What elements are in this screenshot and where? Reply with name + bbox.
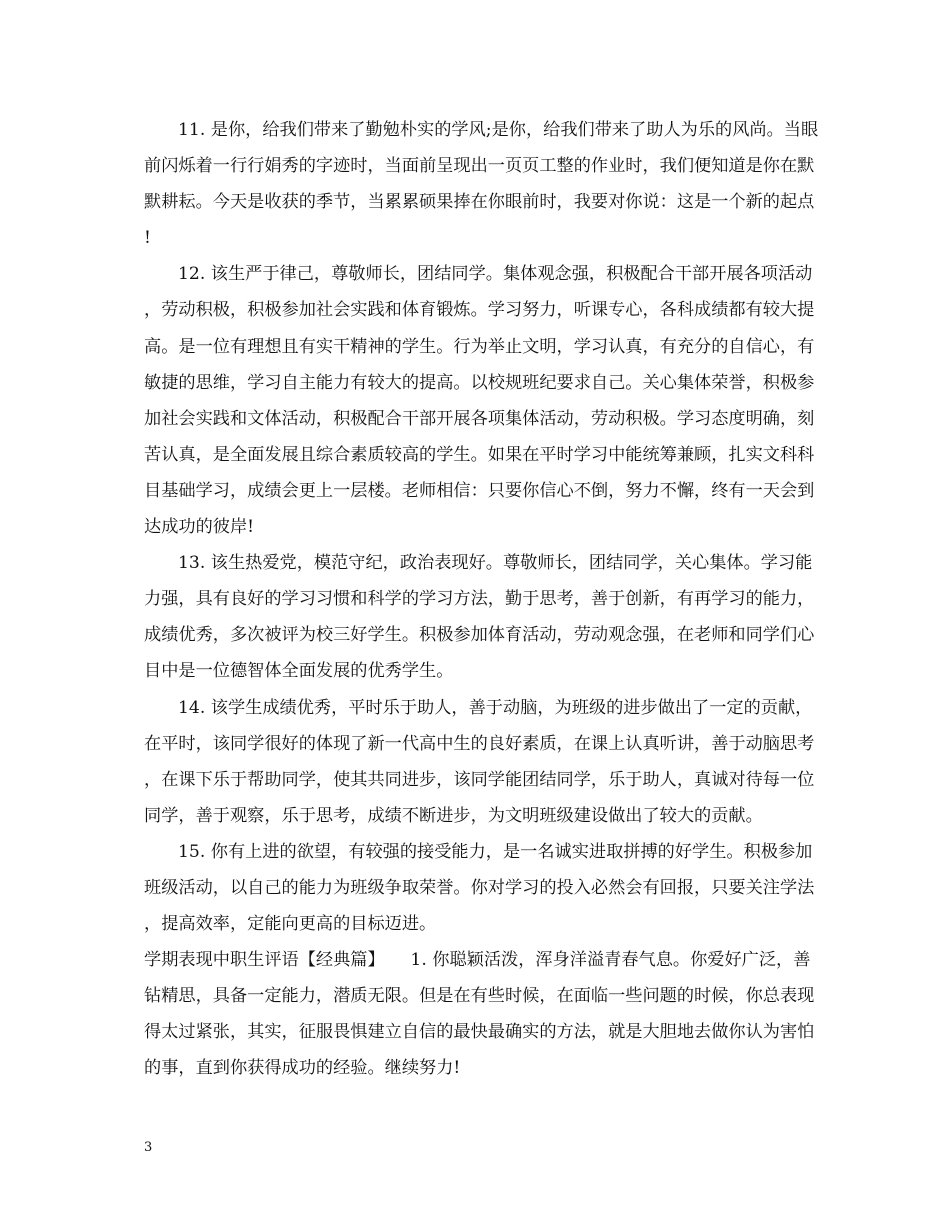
paragraph-15: 15. 你有上进的欲望，有较强的接受能力，是一名诚实进取拼搏的好学生。积极参加班级活动，以自己的能力为班级争取荣誉。你对学习的投入必然会有回报，只要关注学法，提高效率，定能向更高的目标迈进。 (144, 841, 815, 935)
document-body (144, 112, 820, 1087)
page-number: 3 (144, 1140, 153, 1155)
paragraph-14: 14. 该学生成绩优秀，平时乐于助人，善于动脑，为班级的进步做出了一定的贡献，在平时，该同学很好的体现了新一代高中生的良好素质，在课上认真听讲，善于动脑思考，在课下乐于帮助同学，使其共同进步，该同学能团结同学，乐于助人，真诚对待每一位同学，善于观察，乐于思考，成绩不断进步，为文明班级建设做出了较大的贡献。 (144, 697, 815, 826)
paragraph-13: 13. 该生热爱党，模范守纪，政治表现好。尊敬师长，团结同学，关心集体。学习能力强，具有良好的学习习惯和科学的学习方法，勤于思考，善于创新，有再学习的能力，成绩优秀，多次被评为校三好学生。积极参加体育活动，劳动观念强，在老师和同学们心目中是一位德智体全面发展的优秀学生。 (144, 553, 815, 682)
paragraph-12: 12. 该生严于律己，尊敬师长，团结同学。集体观念强，积极配合干部开展各项活动，劳动积极，积极参加社会实践和体育锻炼。学习努力，听课专心，各科成绩都有较大提高。是一位有理想且有实干精神的学生。行为举止文明，学习认真，有充分的自信心，有敏捷的思维，学习自主能力有较大的提高。以校规班纪要求自己。关心集体荣誉，积极参加社会实践和文体活动，积极配合干部开展各项集体活动，劳动积极。学习态度明确，刻苦认真，是全面发展且综合素质较高的学生。如果在平时学习中能统筹兼顾，扎实文科科目基础学习，成绩会更上一层楼。老师相信：只要你信心不倒，努力不懈，终有一天会到达成功的彼岸! (144, 264, 815, 538)
section-heading-paragraph: 学期表现中职生评语【经典篇】 1. 你聪颖活泼，浑身洋溢青春气息。你爱好广泛，善钻精思，具备一定能力，潜质无限。但是在有些时候，在面临一些问题的时候，你总表现得太过紧张，其实，征服畏惧建立自信的最快最确实的方法，就是大胆地去做你认为害怕的事，直到你获得成功的经验。继续努力! (144, 950, 815, 1079)
paragraph-11: 11. 是你，给我们带来了勤勉朴实的学风;是你，给我们带来了助人为乐的风尚。当眼前闪烁着一行行娟秀的字迹时，当面前呈现出一页页工整的作业时，我们便知道是你在默默耕耘。今天是收获的季节，当累累硕果捧在你眼前时，我要对你说：这是一个新的起点! (144, 120, 819, 249)
